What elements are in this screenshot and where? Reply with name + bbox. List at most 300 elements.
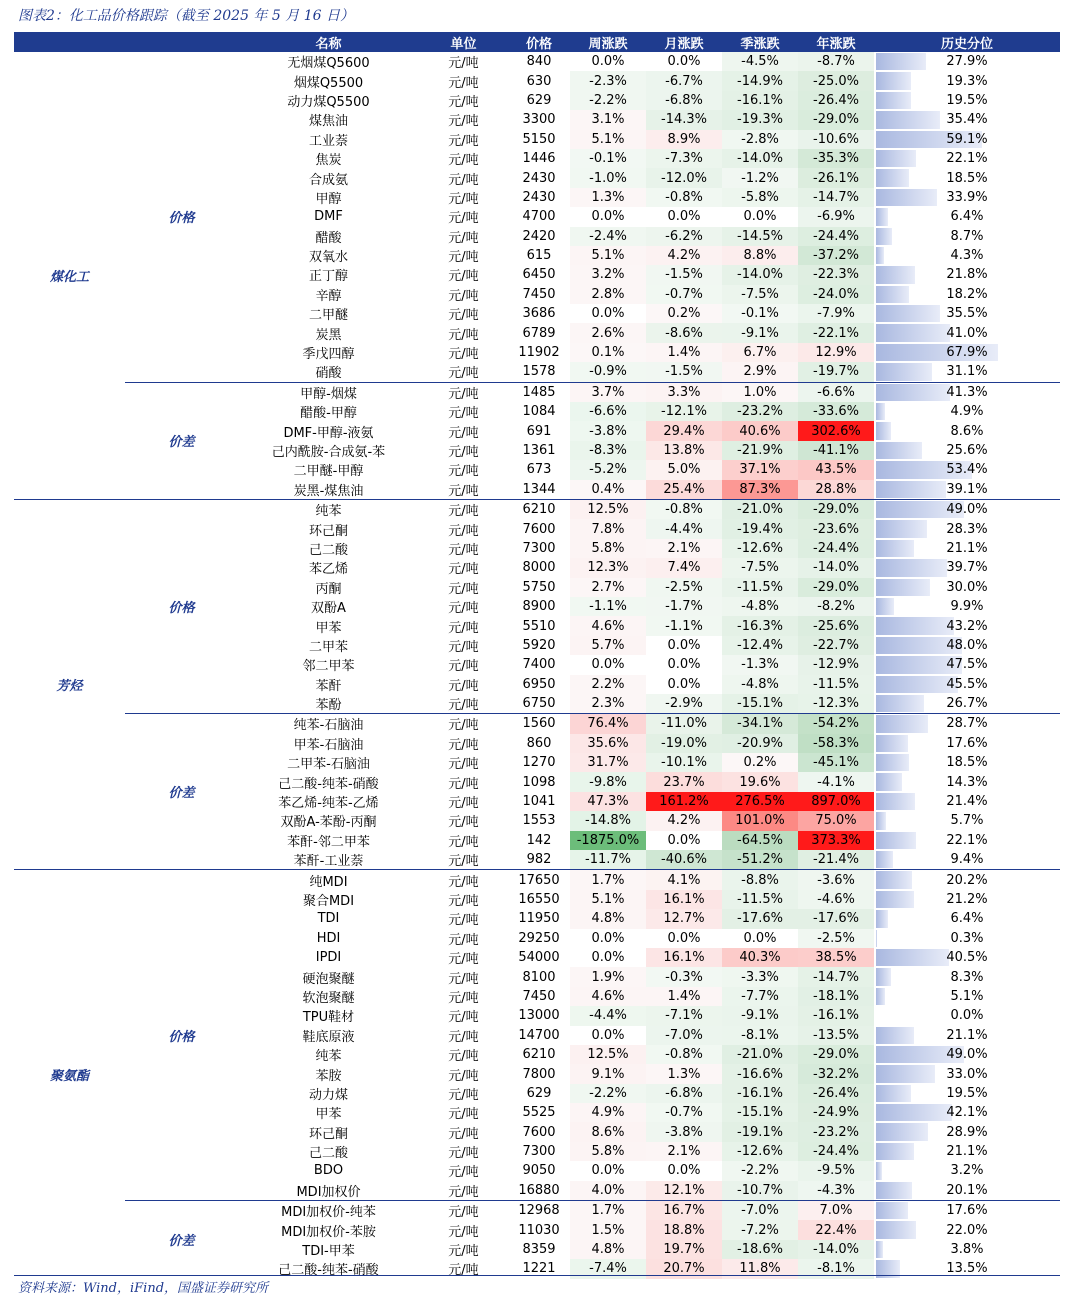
month-change: 2.1% — [646, 1142, 722, 1161]
history-percentile — [874, 987, 1060, 1006]
year-change: 22.4% — [798, 1220, 874, 1239]
week-change: 2.2% — [570, 675, 646, 694]
year-change: -23.6% — [798, 519, 874, 538]
item-unit: 元/吨 — [448, 191, 479, 207]
item-unit: 元/吨 — [448, 114, 479, 130]
week-change: 12.3% — [570, 558, 646, 577]
item-name: 正丁醇 — [308, 269, 348, 285]
percentile-bar — [876, 1085, 911, 1102]
year-change: -10.6% — [798, 130, 874, 149]
percentile-value: 0.0% — [950, 1008, 984, 1024]
week-change: 7.8% — [570, 519, 646, 538]
quarter-change: -7.5% — [722, 285, 798, 304]
item-name: 硝酸 — [315, 366, 342, 382]
item-unit: 元/吨 — [448, 796, 479, 812]
percentile-bar — [876, 617, 954, 634]
item-price: 16550 — [518, 891, 560, 907]
history-percentile — [874, 1103, 1060, 1122]
history-percentile — [874, 850, 1060, 870]
item-price: 11030 — [518, 1222, 560, 1238]
item-unit: 元/吨 — [448, 737, 479, 753]
year-change: -14.7% — [798, 967, 874, 986]
percentile-value: 21.2% — [946, 891, 988, 907]
item-price: 615 — [526, 248, 552, 264]
percentile-value: 21.1% — [946, 1144, 988, 1160]
year-change: -32.2% — [798, 1064, 874, 1083]
year-change: -14.7% — [798, 188, 874, 207]
week-change: 5.1% — [570, 246, 646, 265]
item-name: 己二酸-纯苯-硝酸 — [278, 776, 379, 792]
item-price: 7800 — [522, 1066, 556, 1082]
item-unit: 元/吨 — [419, 499, 508, 519]
year-change: 897.0% — [798, 792, 874, 811]
percentile-value: 13.5% — [946, 1261, 988, 1277]
group-label: 价差 — [125, 714, 238, 870]
item-unit: 元/吨 — [448, 327, 479, 343]
item-price: 1485 — [508, 382, 570, 402]
history-percentile — [874, 1220, 1060, 1239]
month-change: -19.0% — [646, 734, 722, 753]
item-name: 醋酸-甲醇 — [300, 406, 357, 422]
group-label: 价格 — [168, 211, 195, 227]
year-change: -8.1% — [798, 1259, 874, 1278]
month-change: -6.8% — [646, 91, 722, 110]
item-name: 双酚A-苯酚-丙酮 — [280, 815, 377, 831]
month-change: 25.4% — [646, 480, 722, 500]
item-unit: 元/吨 — [448, 425, 479, 441]
percentile-value: 67.9% — [946, 345, 988, 361]
month-change: -0.7% — [646, 285, 722, 304]
item-price: 629 — [526, 1085, 552, 1101]
quarter-change: -8.1% — [722, 1026, 798, 1045]
item-unit: 元/吨 — [448, 698, 479, 714]
header-history-percentile: 历史分位 — [874, 32, 1060, 52]
quarter-change: -19.3% — [722, 110, 798, 129]
header-unit: 单位 — [419, 32, 508, 52]
item-unit: 元/吨 — [448, 757, 479, 773]
item-price: 1553 — [522, 813, 556, 829]
year-change: -14.0% — [798, 558, 874, 577]
percentile-bar — [876, 403, 885, 420]
quarter-change: -5.8% — [722, 188, 798, 207]
percentile-value: 25.6% — [946, 443, 988, 458]
item-price: 11902 — [518, 345, 560, 361]
year-change: 7.0% — [798, 1201, 874, 1221]
history-percentile — [874, 285, 1060, 304]
percentile-value: 39.1% — [946, 481, 988, 497]
quarter-change: -11.5% — [722, 578, 798, 597]
quarter-change: -9.1% — [722, 323, 798, 342]
year-change: -17.6% — [798, 909, 874, 928]
item-price: 142 — [526, 832, 552, 848]
history-percentile — [874, 323, 1060, 342]
week-change: 0.4% — [570, 480, 646, 500]
month-change: 12.7% — [646, 909, 722, 928]
percentile-value: 35.4% — [946, 112, 988, 128]
quarter-change: 11.8% — [722, 1259, 798, 1278]
item-name: MDI加权价 — [296, 1184, 361, 1200]
month-change: 23.7% — [646, 772, 722, 791]
item-name: 二甲苯-石脑油 — [287, 757, 370, 773]
item-name: 焦炭 — [315, 153, 342, 169]
week-change: 3.1% — [570, 110, 646, 129]
year-change: -29.0% — [798, 1045, 874, 1064]
item-unit: 元/吨 — [448, 678, 479, 694]
item-name: 醋酸 — [315, 230, 342, 246]
item-unit: 元/吨 — [448, 56, 479, 72]
history-percentile — [874, 343, 1060, 362]
quarter-change: -4.8% — [722, 675, 798, 694]
percentile-value: 28.9% — [946, 1124, 988, 1140]
month-change: 0.0% — [667, 657, 701, 673]
item-name: 己二酸 — [308, 1146, 348, 1162]
source-note: 资料来源：Wind，iFind，国盛证券研究所 — [18, 1281, 269, 1296]
month-change: -4.4% — [646, 519, 722, 538]
percentile-value: 9.9% — [950, 599, 984, 615]
week-change: 76.4% — [570, 714, 646, 734]
item-price: 982 — [526, 852, 552, 868]
percentile-value: 48.0% — [946, 637, 988, 653]
month-change: -7.0% — [646, 1026, 722, 1045]
item-unit: 元/吨 — [448, 1068, 479, 1084]
year-change: -8.7% — [798, 52, 874, 71]
week-change: 0.0% — [591, 209, 625, 225]
month-change: 2.1% — [646, 539, 722, 558]
group-label: 价格 — [125, 870, 238, 1201]
year-change: 28.8% — [798, 480, 874, 500]
month-change: 1.4% — [646, 987, 722, 1006]
history-percentile — [874, 1142, 1060, 1161]
header-week-change: 周涨跌 — [570, 32, 646, 52]
item-unit: 元/吨 — [448, 620, 479, 636]
percentile-value: 35.5% — [946, 306, 988, 322]
percentile-value: 33.9% — [946, 189, 988, 205]
month-change: -0.8% — [646, 1045, 722, 1064]
item-name: 纯苯 — [315, 1049, 342, 1065]
item-name: DMF-甲醇-液氨 — [283, 425, 374, 441]
history-percentile — [874, 539, 1060, 558]
history-percentile — [874, 71, 1060, 90]
item-name: 纯苯-石脑油 — [238, 714, 419, 734]
header-month-change: 月涨跌 — [646, 32, 722, 52]
quarter-change: 276.5% — [722, 792, 798, 811]
item-price: 1270 — [522, 755, 556, 771]
quarter-change: -3.3% — [722, 967, 798, 986]
item-price: 7400 — [522, 657, 556, 673]
year-change: -8.2% — [798, 597, 874, 616]
item-price: 1560 — [508, 714, 570, 734]
percentile-bar — [876, 871, 912, 888]
item-unit: 元/吨 — [448, 75, 479, 91]
quarter-change: 0.2% — [722, 753, 798, 772]
year-change: -54.2% — [798, 714, 874, 734]
month-change: -11.0% — [646, 714, 722, 734]
year-change: -16.1% — [798, 1006, 874, 1025]
week-change: -3.8% — [570, 421, 646, 440]
history-percentile — [874, 558, 1060, 577]
item-unit: 元/吨 — [448, 308, 479, 324]
percentile-value: 22.1% — [946, 832, 988, 848]
quarter-change: -14.0% — [722, 265, 798, 284]
item-unit: 元/吨 — [448, 639, 479, 655]
month-change: 20.7% — [646, 1259, 722, 1278]
year-change: -24.0% — [798, 285, 874, 304]
percentile-value: 19.5% — [946, 92, 988, 108]
item-price: 54000 — [518, 950, 560, 966]
history-percentile — [874, 519, 1060, 538]
item-price: 1578 — [522, 364, 556, 380]
item-unit: 元/吨 — [448, 464, 479, 480]
week-change: 1.9% — [570, 967, 646, 986]
item-unit: 元/吨 — [448, 1049, 479, 1065]
item-unit: 元/吨 — [448, 1107, 479, 1123]
month-change: 0.0% — [667, 209, 701, 225]
item-price: 1221 — [522, 1261, 556, 1277]
item-price: 2430 — [522, 170, 556, 186]
year-change: -45.1% — [798, 753, 874, 772]
month-change: 13.8% — [646, 441, 722, 460]
percentile-bar — [876, 189, 937, 206]
year-change: 12.9% — [798, 343, 874, 362]
item-price: 14700 — [518, 1027, 560, 1043]
percentile-bar — [876, 1027, 914, 1044]
price-table-wrapper — [14, 32, 1060, 1279]
quarter-change: -1.2% — [722, 168, 798, 187]
week-change: 0.0% — [591, 950, 625, 966]
quarter-change: -16.1% — [722, 91, 798, 110]
item-price: 1041 — [522, 794, 556, 810]
quarter-change: -1.3% — [722, 655, 798, 674]
item-name: 季戊四醇 — [302, 347, 355, 363]
item-price: 1084 — [522, 404, 556, 420]
price-table — [14, 32, 1060, 1279]
quarter-change: -21.9% — [722, 441, 798, 460]
item-name: 双酚A — [311, 601, 346, 617]
item-price: 13000 — [518, 1008, 560, 1024]
percentile-bar — [876, 1221, 916, 1238]
item-name: 苯酐-工业萘 — [293, 854, 364, 870]
item-name: 二甲醚-甲醇 — [293, 464, 364, 480]
year-change: -4.1% — [798, 772, 874, 791]
item-unit: 元/吨 — [419, 870, 508, 890]
month-change: 161.2% — [646, 792, 722, 811]
week-change: 4.6% — [570, 616, 646, 635]
percentile-bar — [876, 1143, 914, 1160]
percentile-bar — [876, 247, 884, 264]
percentile-value: 8.6% — [950, 423, 984, 439]
percentile-value: 31.1% — [946, 364, 988, 380]
history-percentile — [874, 1084, 1060, 1103]
item-price: 1098 — [522, 774, 556, 790]
year-change: -24.4% — [798, 1142, 874, 1161]
quarter-change: 0.0% — [743, 930, 777, 946]
percentile-bar — [876, 930, 877, 947]
month-change: -12.1% — [646, 402, 722, 421]
percentile-bar — [876, 1202, 908, 1219]
year-change: -2.5% — [798, 929, 874, 948]
month-change: 29.4% — [646, 421, 722, 440]
item-unit: 元/吨 — [448, 445, 479, 460]
quarter-change: -2.8% — [722, 130, 798, 149]
table-row — [14, 382, 1060, 402]
item-name: 苯胺 — [315, 1068, 342, 1084]
history-percentile — [874, 1006, 1060, 1025]
percentile-value: 6.4% — [950, 911, 984, 927]
item-name: 邻二甲苯 — [302, 659, 355, 675]
year-change: 38.5% — [798, 948, 874, 967]
item-price: 7600 — [522, 1124, 556, 1140]
history-percentile — [874, 265, 1060, 284]
year-change: -22.7% — [798, 636, 874, 655]
percentile-bar — [876, 422, 891, 439]
year-change: -4.3% — [798, 1181, 874, 1201]
figure-caption: 图表2：化工品价格跟踪（截至 2025 年 5 月 16 日） — [18, 8, 354, 24]
percentile-value: 17.6% — [946, 1203, 988, 1219]
header-price: 价格 — [508, 32, 570, 52]
month-change: -0.8% — [646, 188, 722, 207]
item-unit: 元/吨 — [448, 172, 479, 188]
item-price: 5750 — [522, 579, 556, 595]
item-name: 甲苯-石脑油 — [293, 737, 364, 753]
percentile-bar — [876, 832, 916, 849]
year-change: -12.9% — [798, 655, 874, 674]
group-label: 价差 — [125, 1201, 238, 1279]
item-unit: 元/吨 — [448, 1224, 479, 1240]
week-change: 0.0% — [591, 1027, 625, 1043]
percentile-value: 43.2% — [946, 618, 988, 634]
month-change: -40.6% — [646, 850, 722, 870]
history-percentile — [874, 616, 1060, 635]
week-change: 2.6% — [570, 323, 646, 342]
item-unit: 元/吨 — [448, 562, 479, 578]
percentile-bar — [876, 579, 930, 596]
item-name: 工业萘 — [308, 133, 348, 149]
percentile-value: 47.5% — [946, 657, 988, 673]
item-unit: 元/吨 — [448, 854, 479, 870]
item-name: 环己酮 — [308, 523, 348, 539]
item-name: 鞋底原液 — [302, 1029, 355, 1045]
month-change: -0.8% — [646, 499, 722, 519]
year-change: -24.4% — [798, 227, 874, 246]
percentile-bar — [876, 1182, 912, 1199]
history-percentile — [874, 578, 1060, 597]
quarter-change: -16.3% — [722, 616, 798, 635]
week-change: 4.0% — [570, 1181, 646, 1201]
item-name: 炭黑 — [315, 327, 342, 343]
item-unit: 元/吨 — [448, 269, 479, 285]
percentile-value: 59.1% — [946, 131, 988, 147]
month-change: -2.5% — [646, 578, 722, 597]
item-unit: 元/吨 — [448, 230, 479, 246]
history-percentile — [874, 130, 1060, 149]
quarter-change: -34.1% — [722, 714, 798, 734]
percentile-bar — [876, 949, 949, 966]
week-change: 12.5% — [570, 1045, 646, 1064]
item-price: 6950 — [522, 676, 556, 692]
percentile-value: 3.2% — [950, 1163, 984, 1179]
history-percentile — [874, 246, 1060, 265]
year-change: -24.4% — [798, 539, 874, 558]
history-percentile — [874, 597, 1060, 616]
item-unit: 元/吨 — [448, 893, 479, 909]
month-change: 4.2% — [646, 811, 722, 830]
year-change: -4.6% — [798, 890, 874, 909]
history-percentile — [874, 91, 1060, 110]
quarter-change: -7.7% — [722, 987, 798, 1006]
percentile-bar — [876, 1123, 928, 1140]
month-change: 16.1% — [646, 890, 722, 909]
history-percentile — [874, 168, 1060, 187]
month-change: 0.0% — [667, 930, 701, 946]
percentile-bar — [876, 363, 932, 380]
history-percentile — [874, 734, 1060, 753]
percentile-value: 49.0% — [946, 502, 988, 518]
item-name: 动力煤Q5500 — [287, 94, 370, 110]
item-price: 5525 — [522, 1105, 556, 1121]
week-change: -8.3% — [570, 441, 646, 460]
item-price: 840 — [526, 54, 552, 70]
item-unit: 元/吨 — [448, 581, 479, 597]
month-change: -6.7% — [646, 71, 722, 90]
item-unit: 元/吨 — [419, 714, 508, 734]
percentile-value: 41.0% — [946, 325, 988, 341]
category-label: 聚氨酯 — [14, 870, 125, 1279]
percentile-value: 21.1% — [946, 1027, 988, 1043]
quarter-change: -7.0% — [722, 1201, 798, 1221]
year-change: 43.5% — [798, 460, 874, 479]
quarter-change: -4.8% — [722, 597, 798, 616]
history-percentile — [874, 636, 1060, 655]
year-change: -25.6% — [798, 616, 874, 635]
item-price: 7600 — [522, 521, 556, 537]
percentile-value: 30.0% — [946, 579, 988, 595]
percentile-value: 0.3% — [950, 930, 984, 946]
item-price: 630 — [526, 73, 552, 89]
year-change: -41.1% — [798, 441, 874, 460]
percentile-value: 22.1% — [946, 151, 988, 167]
week-change: -1.1% — [570, 597, 646, 616]
item-unit: 元/吨 — [448, 1126, 479, 1142]
history-percentile — [874, 792, 1060, 811]
quarter-change: -15.1% — [722, 694, 798, 714]
week-change: 2.3% — [570, 694, 646, 714]
item-name: 无烟煤Q5600 — [287, 56, 370, 72]
item-price: 11950 — [518, 911, 560, 927]
month-change: -1.5% — [646, 265, 722, 284]
percentile-value: 8.7% — [950, 228, 984, 244]
year-change: -24.9% — [798, 1103, 874, 1122]
week-change: -0.1% — [570, 149, 646, 168]
week-change: 0.0% — [591, 657, 625, 673]
item-price: 8359 — [522, 1242, 556, 1258]
percentile-bar — [876, 1241, 883, 1258]
percentile-bar — [876, 891, 914, 908]
percentile-value: 3.8% — [950, 1242, 984, 1258]
quarter-change: -0.1% — [722, 304, 798, 323]
quarter-change: -21.0% — [722, 1045, 798, 1064]
percentile-value: 39.7% — [946, 560, 988, 576]
item-name: 环己酮 — [308, 1126, 348, 1142]
year-change: -6.6% — [798, 382, 874, 402]
week-change: 9.1% — [570, 1064, 646, 1083]
history-percentile — [874, 1201, 1060, 1221]
month-change: 7.4% — [646, 558, 722, 577]
week-change: -4.4% — [570, 1006, 646, 1025]
percentile-value: 21.4% — [946, 794, 988, 810]
week-change: -2.4% — [570, 227, 646, 246]
percentile-bar — [876, 851, 893, 868]
week-change: -1.0% — [570, 168, 646, 187]
